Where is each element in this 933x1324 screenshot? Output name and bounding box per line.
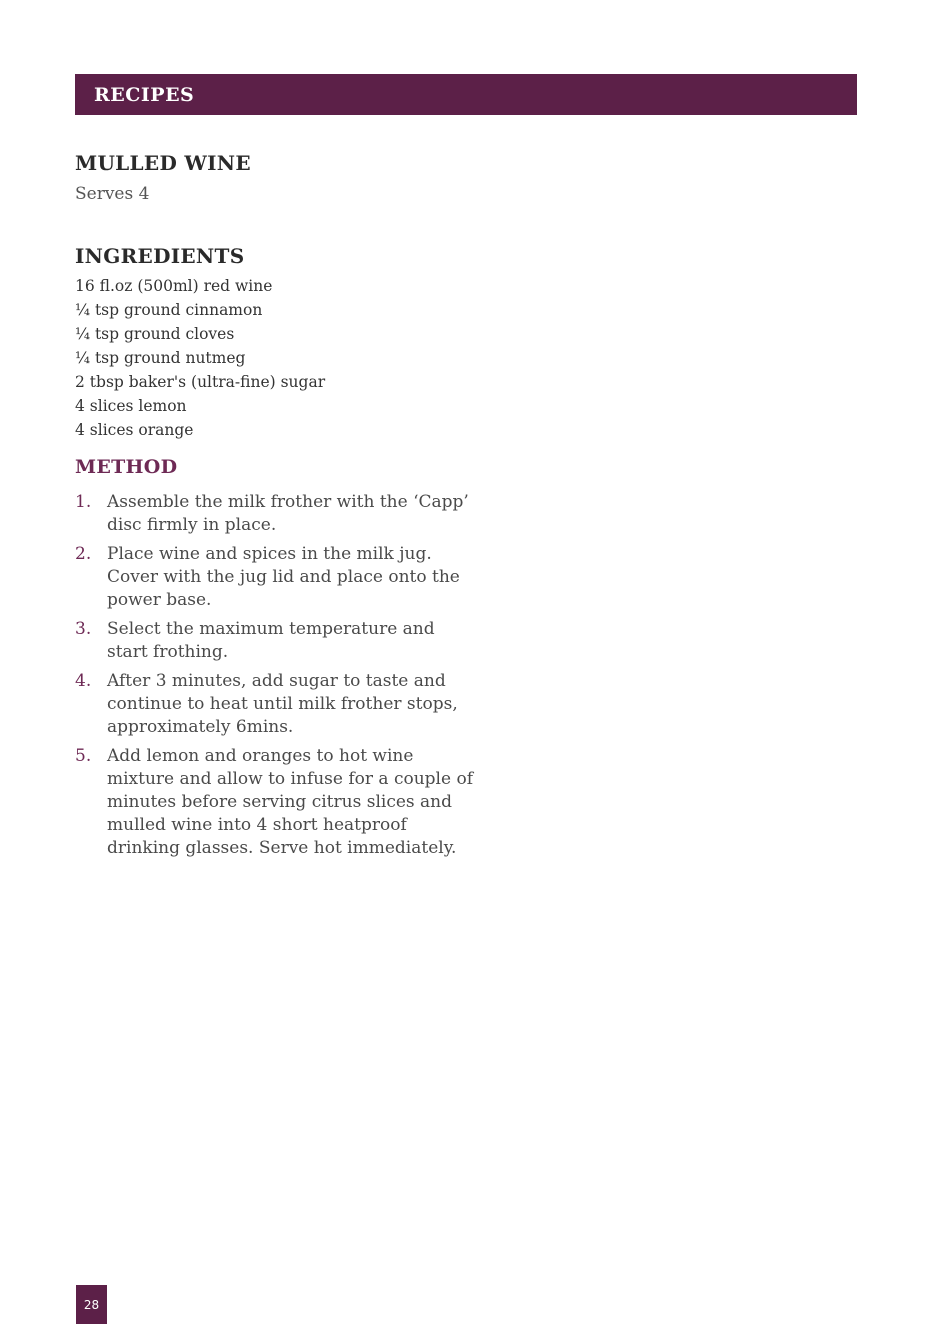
ingredient-item: ¼ tsp ground cinnamon [75, 301, 263, 319]
ingredients-heading: INGREDIENTS [75, 244, 245, 268]
serves-text: Serves 4 [75, 184, 150, 204]
step-text: Select the maximum temperature and start frothing. [107, 619, 435, 662]
method-step [75, 618, 475, 664]
step-number: 4. [75, 671, 92, 691]
ingredient-item: 4 slices orange [75, 421, 194, 439]
step-number: 5. [75, 746, 92, 766]
ingredient-item: 16 fl.oz (500ml) red wine [75, 277, 273, 295]
step-number: 3. [75, 619, 92, 639]
recipe-title: MULLED WINE [75, 151, 251, 175]
ingredient-item: ¼ tsp ground nutmeg [75, 349, 246, 367]
step-text: After 3 minutes, add sugar to taste and continue to heat until milk frother stops, approximately 6mins. [107, 671, 458, 737]
method-step [75, 670, 475, 739]
step-text: Add lemon and oranges to hot wine mixture and allow to infuse for a couple of minutes before serving citrus slices and mulled wine into 4 short heatproof drinking glasses. Serve hot immediately. [107, 746, 473, 858]
method-heading: METHOD [75, 456, 178, 478]
ingredient-item: ¼ tsp ground cloves [75, 325, 235, 343]
step-number: 2. [75, 544, 92, 564]
method-step [75, 543, 475, 612]
page-number: 28 [76, 1285, 107, 1324]
ingredient-item: 2 tbsp baker's (ultra-fine) sugar [75, 373, 326, 391]
method-steps-list [75, 491, 475, 866]
step-number: 1. [75, 492, 92, 512]
step-text: Place wine and spices in the milk jug. Cover with the jug lid and place onto the power base. [107, 544, 460, 610]
ingredients-list [75, 274, 325, 442]
section-label: RECIPES [94, 83, 195, 106]
ingredient-item: 4 slices lemon [75, 397, 187, 415]
method-step [75, 745, 475, 860]
step-text: Assemble the milk frother with the ‘Capp’ disc firmly in place. [107, 492, 469, 535]
section-header-bar [75, 74, 857, 115]
method-step [75, 491, 475, 537]
